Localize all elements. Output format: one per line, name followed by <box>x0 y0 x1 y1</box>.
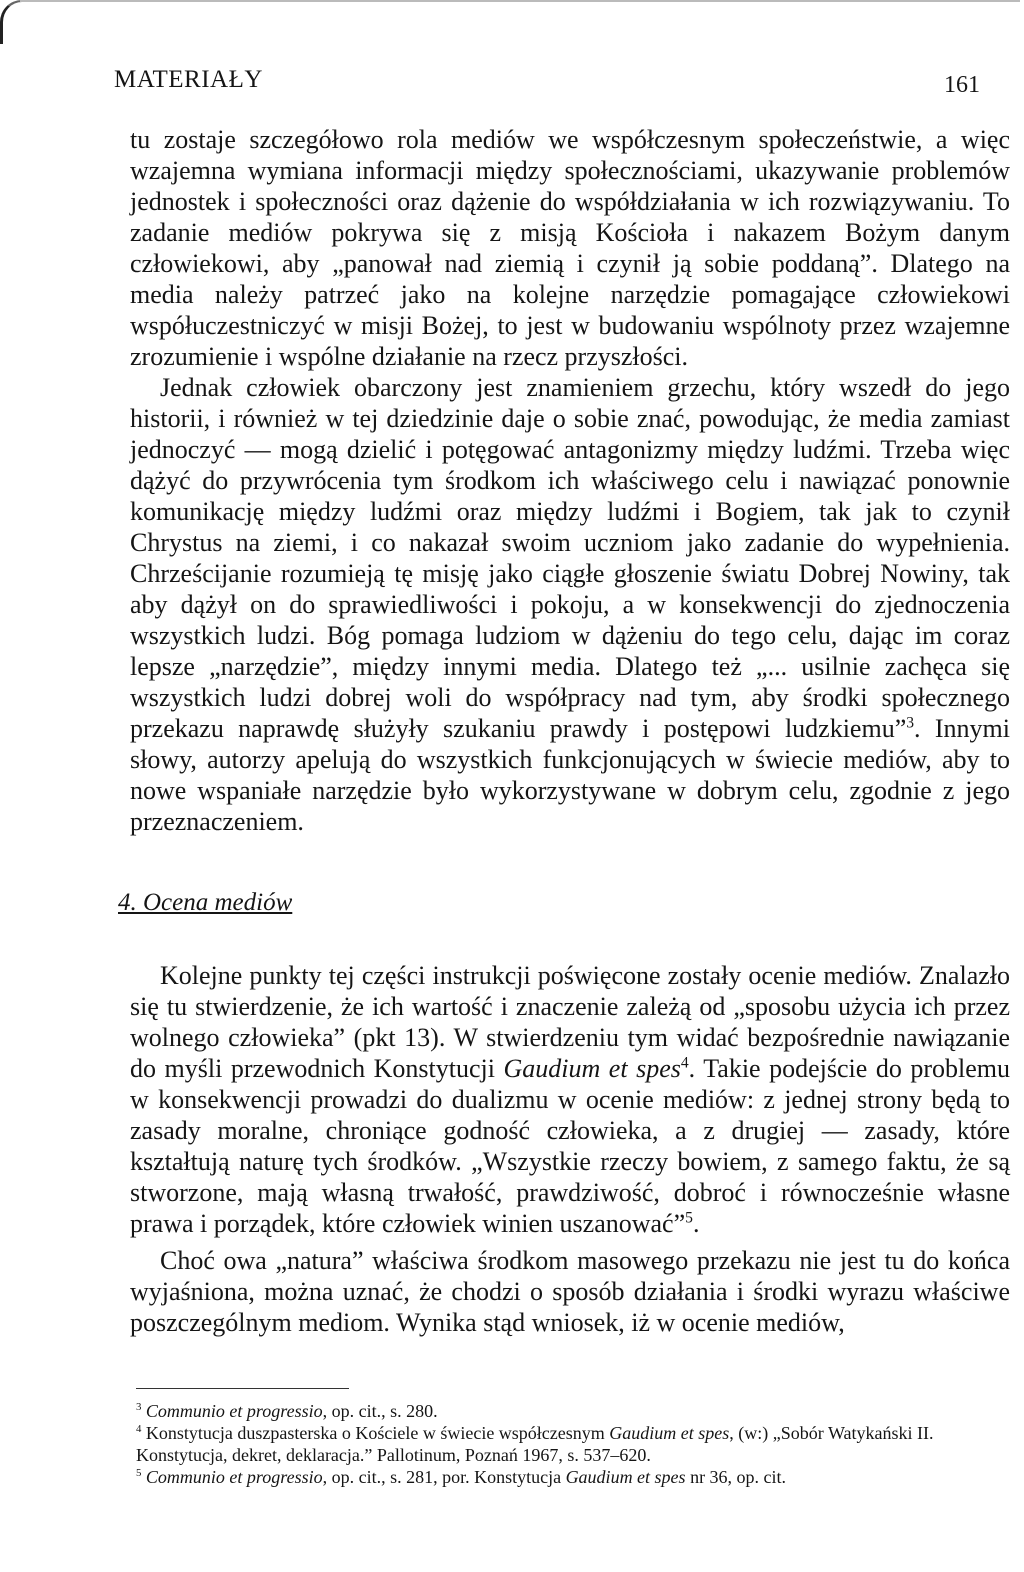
footnotes <box>136 1400 1010 1488</box>
main-text <box>118 124 1010 1338</box>
footnote-5-title-2: Gaudium et spes <box>565 1467 686 1487</box>
footnote-4-text-b: , (w:) „Sobór Watykański II. Konstytucja, dekret, deklaracja.” Pallotinum, Poznań 1967, s. 537–620. <box>136 1423 934 1465</box>
paragraph-3-text-a: Kolejne punkty tej części instrukcji poświęcone zostały ocenie mediów. Znalazło się tu stwierdzenie, że ich wartość i znaczenie zależą od „sposobu użycia ich przez wolnego człowieka” (pkt 13). W stwierdzeniu tym widać bezpośrednie nawiązanie do myśli przewodnich Konstytucji <box>130 961 1010 1083</box>
page-header <box>114 66 980 106</box>
footnote-4-number: 4 <box>136 1423 142 1435</box>
section-heading: 4. Ocena mediów <box>118 889 293 916</box>
paragraph-3-text-c: . <box>692 1209 700 1238</box>
footnote-5-text-a: , op. cit., s. 281, por. Konstytucja <box>322 1467 566 1487</box>
paragraph-4: Choć owa „natura” właściwa środkom masowego przekazu nie jest tu do końca wyjaśniona, można uznać, że chodzi o sposób działania i środki wyrazu właściwe poszczególnym mediom. Wynika stąd wniosek, iż w ocenie mediów, <box>130 1246 1010 1337</box>
running-head: MATERIAŁY <box>114 66 263 93</box>
scan-corner-mark <box>0 0 25 44</box>
page-number: 161 <box>944 72 980 98</box>
paragraph-3-italic-title: Gaudium et spes <box>503 1054 681 1083</box>
footnote-4-title: Gaudium et spes <box>609 1423 730 1443</box>
footnote-3-number: 3 <box>136 1401 142 1413</box>
paragraph-2-text-b: . Innymi słowy, autorzy apelują do wszystkich funkcjonujących w świecie mediów, aby to nowe wspaniałe narzędzie było wykorzystywane w dobrym celu, zgodnie z jego przeznaczeniem. <box>130 714 1010 836</box>
footnote-3-title: Communio et progressio <box>145 1401 323 1421</box>
footnote-3 <box>136 1400 1010 1422</box>
footnote-4-text-a: Konstytucja duszpasterska o Kościele w świecie współczesnym <box>145 1423 610 1443</box>
footnote-5-title: Communio et progressio <box>145 1467 323 1487</box>
paragraph-3 <box>130 960 1010 1239</box>
footnote-4 <box>136 1422 1010 1466</box>
footnote-divider <box>136 1388 349 1389</box>
paragraph-2-text-a: Jednak człowiek obarczony jest znamieniem grzechu, który wszedł do jego historii, i również w tej dziedzinie daje o sobie znać, powodując, że media zamiast jednoczyć — mogą dzielić i potęgować antagonizmy między ludźmi. Trzeba więc dążyć do przywrócenia tym środkom ich właściwego celu i nawiązać ponownie komunikację między ludźmi oraz między ludźmi i Bogiem, tak jak to czynił Chrystus na ziemi, i co nakazał swoim uczniom jako zadanie do wypełnienia. Chrześcijanie rozumieją tę misję jako ciągłe głoszenie światu Dobrej Nowiny, tak aby dążył on do sprawiedliwości i pokoju, a w konsekwencji do zjednoczenia wszystkich ludzi. Bóg pomaga ludziom w dążeniu do tego celu, dając im coraz lepsze „narzędzie”, między innymi media. Dlatego też „... usilnie zachęca się wszystkich ludzi dobrej woli do współpracy nad tym, aby środki społecznego przekazu naprawdę służyły szukaniu prawdy i postępowi ludzkiemu” <box>130 373 1010 743</box>
section-spacer <box>130 918 1010 960</box>
footnote-5-number: 5 <box>136 1467 142 1479</box>
footnote-5 <box>136 1466 1010 1488</box>
footnote-ref-3[interactable]: 3 <box>906 714 915 732</box>
footnote-3-text: , op. cit., s. 280. <box>322 1401 438 1421</box>
paragraph-1: tu zostaje szczegółowo rola mediów we współczesnym społeczeństwie, a więc wzajemna wymiana informacji między społecznościami, ukazywanie problemów jednostek i społeczności oraz dążenie do współdziałania w ich rozwiązywaniu. To zadanie mediów pokrywa się z misją Kościoła i nakazem Bożym danym człowiekowi, aby „panował nad ziemią i czynił ją sobie poddaną”. Dlatego na media należy patrzeć jako na kolejne narzędzie pomagające człowiekowi współuczestniczyć w misji Bożej, to jest w budowaniu wspólnoty przez wzajemne zrozumienie i wspólne działanie na rzecz przyszłości. <box>130 125 1010 371</box>
footnote-ref-5[interactable]: 5 <box>685 1209 693 1227</box>
scan-top-edge <box>20 0 1020 2</box>
paragraph-2 <box>130 372 1010 837</box>
footnote-5-text-b: nr 36, op. cit. <box>685 1467 787 1487</box>
footnote-ref-4[interactable]: 4 <box>680 1054 689 1072</box>
paragraph-3-text-b: . Takie podejście do problemu w konsekwencji prowadzi do dualizmu w ocenie mediów: z jednej strony będą to zasady moralne, chroniące godność człowieka, a z drugiej — zasady, które kształtują naturę tych środków. „Wszystkie rzeczy bowiem, z samego faktu, że są stworzone, mają własną trwałość, prawdziwość, dobroć i równocześnie własne prawa i porządek, które człowiek winien uszanować” <box>130 1054 1010 1238</box>
